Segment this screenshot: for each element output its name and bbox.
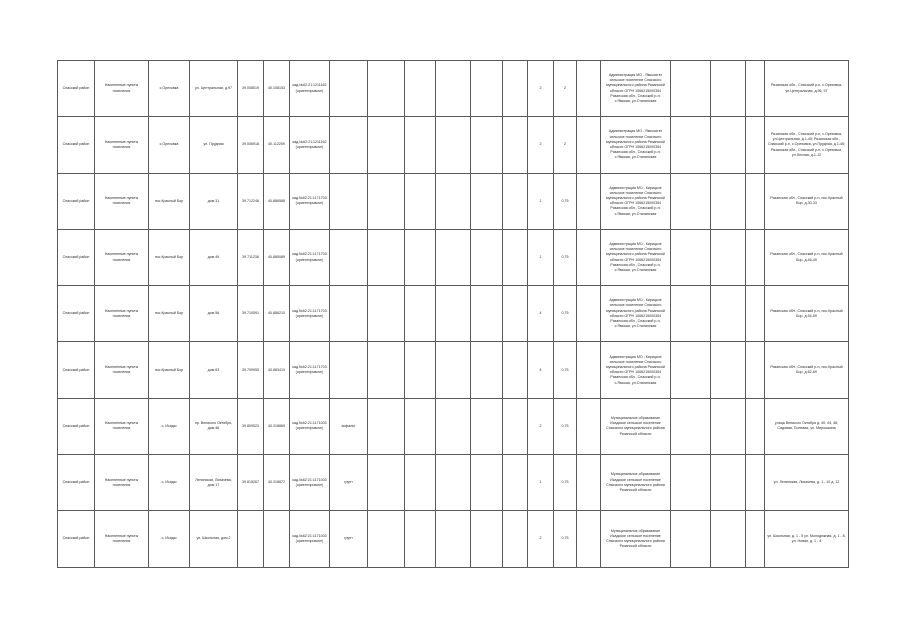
- locality-cell: с.Ореховка: [149, 117, 190, 173]
- waste-source-cell: Рязанская обл., Спасский р-н, с.Ореховка, ул.Центральная, д.1-45; Рязанская обл., Спасский р-н, с.Ореховка, ул.Прудная, д.1-45; Рязанская обл., Спасский р-н, с.Ореховка, ул.Лесная, д.1-12: [765, 117, 849, 173]
- empty-cell: [711, 117, 746, 173]
- empty-cell: [671, 455, 711, 511]
- empty-cell: [503, 398, 528, 454]
- empty-cell: [577, 173, 601, 229]
- empty-cell: [471, 455, 503, 511]
- empty-cell: [746, 455, 765, 511]
- locality-cell: с. Исады: [149, 398, 190, 454]
- locality-cell: пос.Красный Бор: [149, 229, 190, 285]
- latitude-cell: 39.711238: [238, 229, 264, 285]
- cadastral-cell: кад.№62:21:1171003 (ориентировочн): [290, 398, 330, 454]
- address-cell: ул. Центральная, д.97: [190, 61, 238, 117]
- empty-cell: [671, 173, 711, 229]
- empty-cell: [436, 511, 471, 567]
- empty-cell: [436, 61, 471, 117]
- district-cell: Спасский район: [58, 117, 95, 173]
- empty-cell: [436, 286, 471, 342]
- empty-cell: [471, 398, 503, 454]
- address-cell: Ленинская, Лихачева, дом 17: [190, 455, 238, 511]
- table-row: [58, 398, 849, 454]
- surface-cell: грунт: [330, 455, 368, 511]
- waste-source-cell: Рязанская обл., Спасский р-н, пос.Красный Бор, д.30-33: [765, 173, 849, 229]
- owner-cell: Муниципальное образование Исадское сельское поселение Спасского муниципального района Рязанской области: [601, 455, 671, 511]
- container-volume-cell: 0,75: [554, 455, 577, 511]
- empty-cell: [577, 229, 601, 285]
- empty-cell: [471, 511, 503, 567]
- container-count-cell: 2: [528, 61, 554, 117]
- cadastral-cell: кад.№62:21:1171703 (ориентировочн): [290, 173, 330, 229]
- waste-source-cell: Рязанская обл., Спасский р-н, пос.Красный Бор, д.54-59: [765, 286, 849, 342]
- empty-cell: [746, 342, 765, 398]
- district-cell: Спасский район: [58, 61, 95, 117]
- empty-cell: [436, 229, 471, 285]
- empty-cell: [577, 398, 601, 454]
- empty-cell: [711, 173, 746, 229]
- longitude-cell: 40.886588: [264, 173, 290, 229]
- district-cell: Спасский район: [58, 398, 95, 454]
- empty-cell: [577, 455, 601, 511]
- empty-cell: [711, 455, 746, 511]
- empty-cell: [577, 286, 601, 342]
- empty-cell: [577, 511, 601, 567]
- longitude-cell: 40.112259: [264, 117, 290, 173]
- address-cell: дом 31: [190, 173, 238, 229]
- empty-cell: [405, 173, 436, 229]
- empty-cell: [577, 117, 601, 173]
- table-row: [58, 511, 849, 567]
- surface-cell: грунт: [330, 511, 368, 567]
- longitude-cell: 40.318872: [264, 455, 290, 511]
- empty-cell: [711, 398, 746, 454]
- cadastral-cell: кад.№62:21:1171003 (ориентировочн): [290, 455, 330, 511]
- table-row: [58, 342, 849, 398]
- settlement-type-cell: Населенные пункты поселения: [95, 511, 149, 567]
- surface-cell: [330, 173, 368, 229]
- empty-cell: [368, 173, 405, 229]
- empty-cell: [436, 398, 471, 454]
- empty-cell: [711, 511, 746, 567]
- empty-cell: [711, 286, 746, 342]
- longitude-cell: 40.108153: [264, 61, 290, 117]
- address-cell: дом 63: [190, 342, 238, 398]
- latitude-cell: 39.815267: [238, 455, 264, 511]
- empty-cell: [746, 511, 765, 567]
- table-row: [58, 173, 849, 229]
- locality-cell: с. Исады: [149, 511, 190, 567]
- empty-cell: [405, 511, 436, 567]
- cadastral-cell: кад.№62:21:1171703 (ориентировочн): [290, 229, 330, 285]
- empty-cell: [471, 229, 503, 285]
- cadastral-cell: кад.№62:21:1171703 (ориентировочн): [290, 342, 330, 398]
- container-volume-cell: 0,75: [554, 398, 577, 454]
- container-volume-cell: 0,75: [554, 511, 577, 567]
- locality-cell: пос.Красный Бор: [149, 342, 190, 398]
- waste-source-cell: улица Великого Октября д. 40, 44, 46; Садовая, Полевая, ул. Мирошкина: [765, 398, 849, 454]
- empty-cell: [671, 398, 711, 454]
- empty-cell: [746, 229, 765, 285]
- district-cell: Спасский район: [58, 173, 95, 229]
- owner-cell: Администрация МО - Кирицкое сельское поселение Спасского муниципального района Рязанской области ОГРН 1066215000354 Рязанская обл., Спасский р-н, с.Ямская, ул.Сталинская: [601, 229, 671, 285]
- owner-cell: Муниципальное образование Исадское сельское поселение Спасского муниципального района Рязанской области: [601, 511, 671, 567]
- longitude-cell: 40.318869: [264, 398, 290, 454]
- empty-cell: [436, 117, 471, 173]
- table-row: [58, 117, 849, 173]
- container-volume-cell: 0,75: [554, 229, 577, 285]
- empty-cell: [405, 229, 436, 285]
- empty-cell: [746, 61, 765, 117]
- cadastral-cell: кад.№62:21:1211162 (ориентировочн): [290, 117, 330, 173]
- locality-cell: с. Исады: [149, 455, 190, 511]
- empty-cell: [471, 117, 503, 173]
- empty-cell: [368, 117, 405, 173]
- surface-cell: [330, 229, 368, 285]
- surface-cell: [330, 117, 368, 173]
- empty-cell: [503, 455, 528, 511]
- registry-table: [57, 60, 849, 568]
- longitude-cell: 40.886210: [264, 286, 290, 342]
- empty-cell: [405, 342, 436, 398]
- table-row: [58, 455, 849, 511]
- container-count-cell: 1: [528, 229, 554, 285]
- settlement-type-cell: Населенные пункты поселения: [95, 117, 149, 173]
- settlement-type-cell: Населенные пункты поселения: [95, 229, 149, 285]
- district-cell: Спасский район: [58, 455, 95, 511]
- table-row: [58, 286, 849, 342]
- container-count-cell: 1: [528, 455, 554, 511]
- container-count-cell: 2: [528, 398, 554, 454]
- owner-cell: Администрация МО - Кирицкое сельское поселение Спасского муниципального района Рязанской области ОГРН 1066215000354 Рязанская обл., Спасский р-н, с.Ямская, ул.Сталинская: [601, 342, 671, 398]
- owner-cell: Администрация МО - Ямская вт сельское поселение Спасского муниципального района Рязанской области ОГРН 1066215000354 Рязанская обл., Спасский р-н, с.Ямская, ул.Сталинская: [601, 117, 671, 173]
- empty-cell: [671, 117, 711, 173]
- empty-cell: [503, 61, 528, 117]
- empty-cell: [503, 342, 528, 398]
- empty-cell: [368, 229, 405, 285]
- container-count-cell: 4: [528, 342, 554, 398]
- address-cell: дом 49: [190, 229, 238, 285]
- district-cell: Спасский район: [58, 511, 95, 567]
- latitude-cell: [238, 511, 264, 567]
- address-cell: ул. Прудная: [190, 117, 238, 173]
- latitude-cell: 39.712246: [238, 173, 264, 229]
- district-cell: Спасский район: [58, 229, 95, 285]
- empty-cell: [671, 511, 711, 567]
- empty-cell: [405, 398, 436, 454]
- owner-cell: Администрация МО - Ямская вт сельское поселение Спасского муниципального района Рязанской области ОГРН 1066215000354 Рязанская обл., Спасский р-н, с.Ямская, ул.Сталинская: [601, 61, 671, 117]
- empty-cell: [368, 455, 405, 511]
- surface-cell: [330, 342, 368, 398]
- empty-cell: [671, 286, 711, 342]
- settlement-type-cell: Населенные пункты поселения: [95, 398, 149, 454]
- locality-cell: пос.Красный Бор: [149, 286, 190, 342]
- empty-cell: [746, 117, 765, 173]
- container-volume-cell: 0,75: [554, 342, 577, 398]
- empty-cell: [368, 61, 405, 117]
- latitude-cell: 39.709955: [238, 342, 264, 398]
- empty-cell: [471, 61, 503, 117]
- empty-cell: [368, 398, 405, 454]
- settlement-type-cell: Населенные пункты поселения: [95, 173, 149, 229]
- empty-cell: [368, 511, 405, 567]
- empty-cell: [471, 173, 503, 229]
- address-cell: дом 56: [190, 286, 238, 342]
- settlement-type-cell: Населенные пункты поселения: [95, 455, 149, 511]
- empty-cell: [503, 229, 528, 285]
- locality-cell: пос.Красный Бор: [149, 173, 190, 229]
- empty-cell: [577, 342, 601, 398]
- empty-cell: [711, 229, 746, 285]
- empty-cell: [368, 342, 405, 398]
- registry-body: [58, 61, 849, 568]
- address-cell: ул. Школьная, дом 2: [190, 511, 238, 567]
- cadastral-cell: кад.№62:21:1171003 (ориентировочн): [290, 511, 330, 567]
- empty-cell: [405, 117, 436, 173]
- locality-cell: с.Ореховка: [149, 61, 190, 117]
- longitude-cell: [264, 511, 290, 567]
- surface-cell: [330, 286, 368, 342]
- container-volume-cell: 0,75: [554, 173, 577, 229]
- district-cell: Спасский район: [58, 342, 95, 398]
- empty-cell: [471, 342, 503, 398]
- waste-source-cell: ул. Ленинская, Лихачева, д. 1 - 10 д. 12: [765, 455, 849, 511]
- container-count-cell: 2: [528, 117, 554, 173]
- empty-cell: [503, 117, 528, 173]
- empty-cell: [711, 61, 746, 117]
- longitude-cell: 40.883410: [264, 342, 290, 398]
- waste-source-cell: Рязанская обл., Спасский р-н, пос.Красный Бор, д.62-69: [765, 342, 849, 398]
- empty-cell: [471, 286, 503, 342]
- empty-cell: [671, 229, 711, 285]
- empty-cell: [503, 511, 528, 567]
- empty-cell: [671, 61, 711, 117]
- container-volume-cell: 2: [554, 61, 577, 117]
- container-count-cell: 1: [528, 173, 554, 229]
- empty-cell: [746, 286, 765, 342]
- empty-cell: [577, 61, 601, 117]
- empty-cell: [436, 455, 471, 511]
- empty-cell: [711, 342, 746, 398]
- owner-cell: Администрация МО - Кирицкое сельское поселение Спасского муниципального района Рязанской области ОГРН 1066215000354 Рязанская обл., Спасский р-н, с.Ямская, ул.Сталинская: [601, 286, 671, 342]
- empty-cell: [368, 286, 405, 342]
- waste-source-cell: Рязанская обл., Спасский р-н, пос.Красный Бор, д.46-49: [765, 229, 849, 285]
- settlement-type-cell: Населенные пункты поселения: [95, 61, 149, 117]
- empty-cell: [746, 398, 765, 454]
- latitude-cell: 39.008519: [238, 61, 264, 117]
- district-cell: Спасский район: [58, 286, 95, 342]
- waste-source-cell: Рязанская обл., Спасский р-н, с.Ореховка, ул.Центральная, д.96, 97: [765, 61, 849, 117]
- empty-cell: [503, 286, 528, 342]
- empty-cell: [671, 342, 711, 398]
- address-cell: пр. Великого Октября, дом 46: [190, 398, 238, 454]
- empty-cell: [405, 61, 436, 117]
- cadastral-cell: кад.№62:21:1171703 (ориентировочн): [290, 286, 330, 342]
- owner-cell: Муниципальное образование Исадское сельское поселение Спасского муниципального района Рязанской области: [601, 398, 671, 454]
- empty-cell: [503, 173, 528, 229]
- settlement-type-cell: Населенные пункты поселения: [95, 342, 149, 398]
- empty-cell: [436, 342, 471, 398]
- container-count-cell: 4: [528, 286, 554, 342]
- table-row: [58, 61, 849, 117]
- cadastral-cell: кад.№62:21:1211162 (ориентировочн): [290, 61, 330, 117]
- empty-cell: [405, 455, 436, 511]
- container-count-cell: 2: [528, 511, 554, 567]
- latitude-cell: 39.710591: [238, 286, 264, 342]
- owner-cell: Администрация МО - Кирицкое сельское поселение Спасского муниципального района Рязанской области ОГРН 1066215000354 Рязанская обл., Спасский р-н, с.Ямская, ул.Сталинская: [601, 173, 671, 229]
- empty-cell: [436, 173, 471, 229]
- container-volume-cell: 2: [554, 117, 577, 173]
- container-volume-cell: 0,75: [554, 286, 577, 342]
- surface-cell: асфальт: [330, 398, 368, 454]
- surface-cell: [330, 61, 368, 117]
- latitude-cell: 39.809523: [238, 398, 264, 454]
- longitude-cell: 40.885089: [264, 229, 290, 285]
- waste-source-cell: ул. Школьная, д. 1 - 5 ул. Молодежная, д. 1 - 8, ул. Новая, д. 1 - 4: [765, 511, 849, 567]
- empty-cell: [405, 286, 436, 342]
- settlement-type-cell: Населенные пункты поселения: [95, 286, 149, 342]
- table-row: [58, 229, 849, 285]
- latitude-cell: 39.006918: [238, 117, 264, 173]
- empty-cell: [746, 173, 765, 229]
